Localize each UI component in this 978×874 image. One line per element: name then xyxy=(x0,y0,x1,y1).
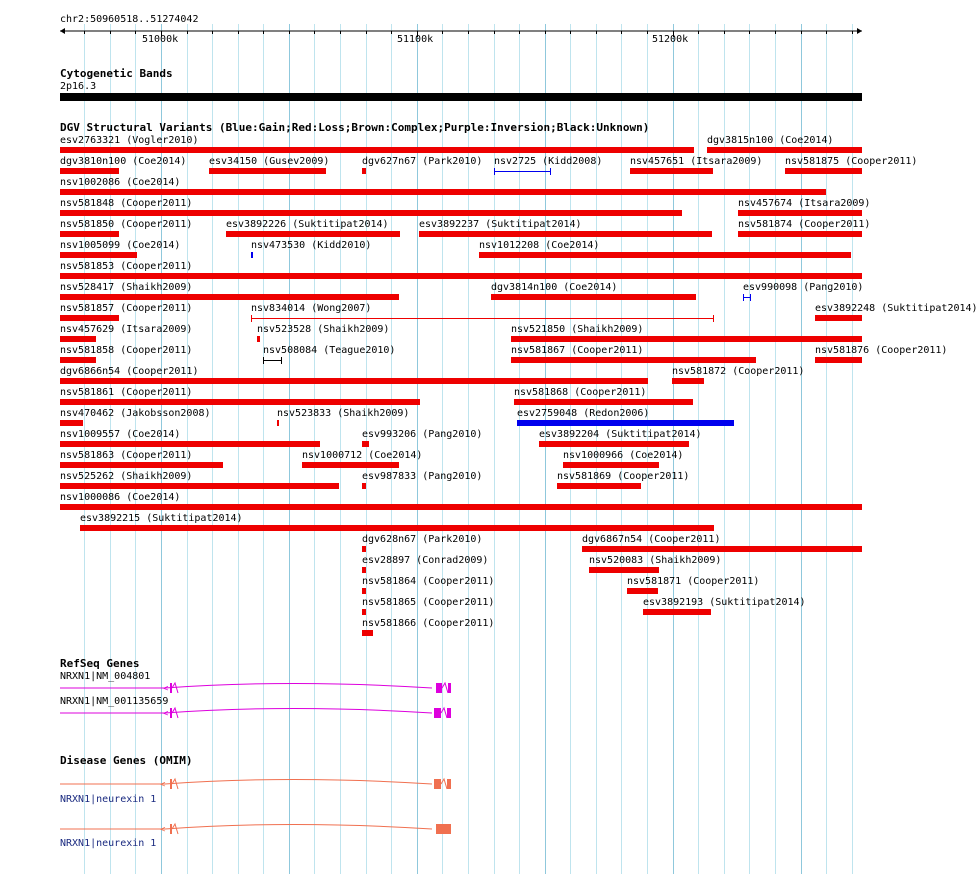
variant-bar[interactable] xyxy=(362,546,366,552)
refseq-transcript-label[interactable]: NRXN1|NM_004801 xyxy=(60,671,151,682)
variant-bar[interactable] xyxy=(589,567,659,573)
variant-label[interactable]: esv3892193 (Suktitipat2014) xyxy=(643,597,806,608)
variant-label[interactable]: esv2759048 (Redon2006) xyxy=(517,408,650,419)
variant-label[interactable]: nsv473530 (Kidd2010) xyxy=(251,240,372,251)
svg-text:<: < xyxy=(163,709,169,719)
variant-label[interactable]: dgv627n67 (Park2010) xyxy=(362,156,483,167)
variant-label[interactable]: dgv628n67 (Park2010) xyxy=(362,534,483,545)
variant-label[interactable]: nsv581864 (Cooper2011) xyxy=(362,576,495,587)
variant-bar[interactable] xyxy=(539,441,689,447)
variant-label[interactable]: dgv6867n54 (Cooper2011) xyxy=(582,534,721,545)
variant-bar[interactable] xyxy=(60,252,137,258)
region-label: chr2:50960518..51274042 xyxy=(60,14,199,25)
scroll-right-icon xyxy=(857,28,862,34)
svg-text:<: < xyxy=(160,780,166,790)
variant-label[interactable]: nsv581869 (Cooper2011) xyxy=(557,471,690,482)
variant-label[interactable]: nsv581866 (Cooper2011) xyxy=(362,618,495,629)
variant-bar[interactable] xyxy=(60,210,682,216)
variant-bar[interactable] xyxy=(627,588,658,594)
variant-bar[interactable] xyxy=(563,462,659,468)
track-title-cytoband[interactable]: Cytogenetic Bands xyxy=(60,67,173,80)
variant-bar[interactable] xyxy=(815,357,862,363)
variant-bar[interactable] xyxy=(479,252,851,258)
variant-label[interactable]: nsv508084 (Teague2010) xyxy=(263,345,396,356)
variant-bar[interactable] xyxy=(251,314,716,322)
variant-bar[interactable] xyxy=(743,293,753,301)
variant-bar[interactable] xyxy=(643,609,711,615)
variant-bar[interactable] xyxy=(302,462,399,468)
variant-bar[interactable] xyxy=(60,462,223,468)
variant-label[interactable]: nsv521850 (Shaikh2009) xyxy=(511,324,644,335)
variant-label[interactable]: esv3892204 (Suktitipat2014) xyxy=(539,429,702,440)
variant-bar[interactable] xyxy=(257,336,260,342)
variant-label[interactable]: dgv3810n100 (Coe2014) xyxy=(60,156,187,167)
variant-label[interactable]: nsv581867 (Cooper2011) xyxy=(511,345,644,356)
variant-bar[interactable] xyxy=(60,315,119,321)
variant-label[interactable]: nsv834014 (Wong2007) xyxy=(251,303,372,314)
variant-bar[interactable] xyxy=(630,168,713,174)
variant-label[interactable]: nsv581853 (Cooper2011) xyxy=(60,261,193,272)
variant-label[interactable]: nsv581865 (Cooper2011) xyxy=(362,597,495,608)
omim-gene-label[interactable]: NRXN1|neurexin 1 xyxy=(60,838,157,849)
variant-label[interactable]: dgv3815n100 (Coe2014) xyxy=(707,135,834,146)
variant-label[interactable]: nsv581874 (Cooper2011) xyxy=(738,219,871,230)
variant-bar[interactable] xyxy=(362,168,366,174)
variant-label[interactable]: nsv581861 (Cooper2011) xyxy=(60,387,193,398)
refseq-transcript-label[interactable]: NRXN1|NM_001135659 xyxy=(60,696,169,707)
variant-label[interactable]: nsv581871 (Cooper2011) xyxy=(627,576,760,587)
variant-label[interactable]: nsv581850 (Cooper2011) xyxy=(60,219,193,230)
variant-bar[interactable] xyxy=(362,441,369,447)
variant-bar[interactable] xyxy=(491,294,696,300)
variant-label[interactable]: esv3892248 (Suktitipat2014) xyxy=(815,303,978,314)
variant-bar[interactable] xyxy=(511,357,756,363)
variant-bar[interactable] xyxy=(707,147,862,153)
ruler[interactable] xyxy=(0,24,890,54)
svg-text:<: < xyxy=(163,684,169,694)
variant-bar[interactable] xyxy=(362,567,366,573)
variant-bar[interactable] xyxy=(263,356,284,364)
variant-bar[interactable] xyxy=(362,630,373,636)
variant-bar[interactable] xyxy=(557,483,641,489)
variant-label[interactable]: nsv1009557 (Coe2014) xyxy=(60,429,181,440)
cytoband-label: 2p16.3 xyxy=(60,81,97,92)
variant-label[interactable]: nsv581875 (Cooper2011) xyxy=(785,156,918,167)
variant-label[interactable]: nsv457651 (Itsara2009) xyxy=(630,156,763,167)
variant-label[interactable]: esv3892226 (Suktitipat2014) xyxy=(226,219,389,230)
variant-bar[interactable] xyxy=(60,168,119,174)
variant-bar[interactable] xyxy=(362,588,366,594)
variant-label[interactable]: nsv470462 (Jakobsson2008) xyxy=(60,408,211,419)
variant-label[interactable]: nsv581876 (Cooper2011) xyxy=(815,345,948,356)
variant-label[interactable]: nsv1000086 (Coe2014) xyxy=(60,492,181,503)
variant-label[interactable]: nsv581872 (Cooper2011) xyxy=(672,366,805,377)
ruler-tick-label: 51100k xyxy=(397,34,434,45)
variant-label[interactable]: nsv525262 (Shaikh2009) xyxy=(60,471,193,482)
variant-label[interactable]: nsv523833 (Shaikh2009) xyxy=(277,408,410,419)
variant-bar[interactable] xyxy=(60,504,862,510)
variant-bar[interactable] xyxy=(226,231,400,237)
variant-bar[interactable] xyxy=(362,609,366,615)
variant-label[interactable]: nsv581857 (Cooper2011) xyxy=(60,303,193,314)
variant-label[interactable]: nsv2725 (Kidd2008) xyxy=(494,156,603,167)
variant-label[interactable]: dgv6866n54 (Cooper2011) xyxy=(60,366,199,377)
omim-gene-label[interactable]: NRXN1|neurexin 1 xyxy=(60,794,157,805)
variant-bar[interactable] xyxy=(738,231,862,237)
variant-bar[interactable] xyxy=(494,167,553,175)
variant-bar[interactable] xyxy=(277,420,279,426)
variant-bar[interactable] xyxy=(251,251,255,259)
variant-bar[interactable] xyxy=(60,294,399,300)
variant-label[interactable]: nsv457629 (Itsara2009) xyxy=(60,324,193,335)
variant-label[interactable]: esv3892215 (Suktitipat2014) xyxy=(80,513,243,524)
variant-bar[interactable] xyxy=(60,357,96,363)
ruler-tick-label: 51000k xyxy=(142,34,179,45)
track-title-omim[interactable]: Disease Genes (OMIM) xyxy=(60,754,193,767)
variant-bar[interactable] xyxy=(60,147,694,153)
variant-label[interactable]: nsv1012208 (Coe2014) xyxy=(479,240,600,251)
variant-bar[interactable] xyxy=(815,315,862,321)
variant-bar[interactable] xyxy=(80,525,714,531)
variant-bar[interactable] xyxy=(419,231,712,237)
variant-label[interactable]: nsv581868 (Cooper2011) xyxy=(514,387,647,398)
variant-label[interactable]: esv34150 (Gusev2009) xyxy=(209,156,330,167)
track-title-dgv[interactable]: DGV Structural Variants (Blue:Gain;Red:Loss;Brown:Complex;Purple:Inversion;Black:Unknown) xyxy=(60,121,650,134)
variant-bar[interactable] xyxy=(582,546,862,552)
variant-label[interactable]: nsv520083 (Shaikh2009) xyxy=(589,555,722,566)
variant-label[interactable]: nsv528417 (Shaikh2009) xyxy=(60,282,193,293)
variant-bar[interactable] xyxy=(362,483,366,489)
track-title-refseq[interactable]: RefSeq Genes xyxy=(60,657,140,670)
variant-bar[interactable] xyxy=(60,231,119,237)
variant-label[interactable]: esv28897 (Conrad2009) xyxy=(362,555,489,566)
variant-bar[interactable] xyxy=(738,210,862,216)
svg-text:<: < xyxy=(160,825,166,835)
variant-label[interactable]: nsv1000712 (Coe2014) xyxy=(302,450,423,461)
variant-bar[interactable] xyxy=(60,399,420,405)
variant-bar[interactable] xyxy=(514,399,693,405)
variant-label[interactable]: dgv3814n100 (Coe2014) xyxy=(491,282,618,293)
variant-bar[interactable] xyxy=(60,336,96,342)
variant-label[interactable]: nsv1002086 (Coe2014) xyxy=(60,177,181,188)
variant-label[interactable]: nsv1000966 (Coe2014) xyxy=(563,450,684,461)
variant-label[interactable]: nsv457674 (Itsara2009) xyxy=(738,198,871,209)
variant-label[interactable]: nsv581858 (Cooper2011) xyxy=(60,345,193,356)
variant-label[interactable]: esv3892237 (Suktitipat2014) xyxy=(419,219,582,230)
variant-label[interactable]: nsv581848 (Cooper2011) xyxy=(60,198,193,209)
variant-bar[interactable] xyxy=(517,420,734,426)
omim-gene[interactable] xyxy=(0,822,890,836)
variant-label[interactable]: esv993206 (Pang2010) xyxy=(362,429,483,440)
variant-bar[interactable] xyxy=(60,273,862,279)
variant-bar[interactable] xyxy=(60,441,320,447)
refseq-transcript[interactable] xyxy=(0,681,890,695)
omim-gene[interactable] xyxy=(0,777,890,791)
scroll-left-icon xyxy=(60,28,65,34)
refseq-transcript[interactable] xyxy=(0,706,890,720)
cytoband-bar[interactable] xyxy=(60,93,862,101)
variant-bar[interactable] xyxy=(785,168,862,174)
variant-bar[interactable] xyxy=(60,483,339,489)
variant-label[interactable]: esv987833 (Pang2010) xyxy=(362,471,483,482)
variant-bar[interactable] xyxy=(60,420,83,426)
variant-label[interactable]: esv2763321 (Vogler2010) xyxy=(60,135,199,146)
variant-label[interactable]: esv990098 (Pang2010) xyxy=(743,282,864,293)
ruler-tick-label: 51200k xyxy=(652,34,689,45)
variant-bar[interactable] xyxy=(511,336,862,342)
variant-bar[interactable] xyxy=(60,378,648,384)
variant-label[interactable]: nsv581863 (Cooper2011) xyxy=(60,450,193,461)
variant-bar[interactable] xyxy=(60,189,826,195)
variant-bar[interactable] xyxy=(672,378,704,384)
variant-label[interactable]: nsv523528 (Shaikh2009) xyxy=(257,324,390,335)
variant-label[interactable]: nsv1005099 (Coe2014) xyxy=(60,240,181,251)
variant-bar[interactable] xyxy=(209,168,326,174)
